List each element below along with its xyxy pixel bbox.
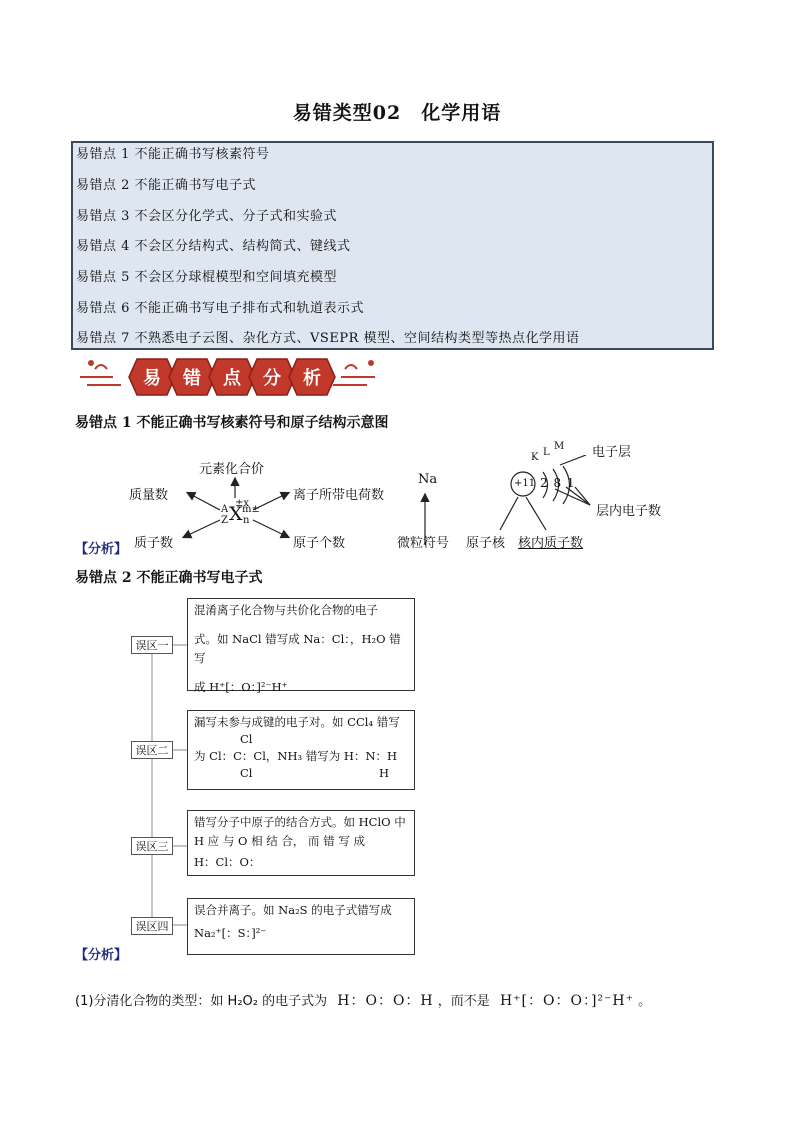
toc-item-1: 易错点 1 不能正确书写核素符号 [76,147,270,162]
banner-char-4: 分 [263,368,281,389]
zone-3: 误区三 [131,837,173,855]
bottom-explanation [75,990,651,1010]
box2-bottom: Cl [240,766,253,780]
label-mass-number: 质量数 [129,488,169,503]
label-nucleus: 原子核 [466,536,506,551]
label-ion-charge: 离子所带电荷数 [293,488,385,503]
error-points-list [71,141,714,350]
toc-item-2: 易错点 2 不能正确书写电子式 [76,178,257,193]
box4-line2: Na₂⁺[：S：]²⁻ [194,926,267,940]
banner-char-1: 易 [143,368,161,389]
bottom-mid: ，而不是 [437,994,490,1009]
box1-line1: 混淆离子化合物与共价化合物的电子 [194,603,378,617]
label-nuclear-protons: 核内质子数 [518,536,584,551]
mistake-box-2 [187,710,415,790]
zone-4: 误区四 [131,917,173,935]
box2-line1: 漏写未参与成键的电子对。如 CCl₄ 错写 [194,715,400,729]
mistake-box-1 [187,598,415,694]
box1-line3: 成 H⁺[：O：]²⁻H⁺ [194,680,288,694]
shell-m: M [554,441,565,452]
label-electron-shell: 电子层 [592,445,632,460]
element-symbol: X [229,503,243,525]
mistake-box-4 [187,898,415,955]
mistake-box-3 [187,810,415,876]
nuclide-symbol [218,500,262,530]
banner-right-ornament [333,361,375,385]
label-atom-count: 原子个数 [293,536,346,551]
box3-line3: H：Cl：O： [194,855,261,869]
h2o2-wrong-formula: H⁺[：O：O：]²⁻H⁺ [499,993,635,1009]
label-particle-symbol: 微粒符号 [397,536,450,551]
na-symbol: Na [418,472,438,487]
section-2-heading: 易错点 2 不能正确书写电子式 [75,570,263,586]
section-1-heading: 易错点 1 不能正确书写核素符号和原子结构示意图 [75,415,389,431]
analysis-banner [75,355,385,403]
label-valence: 元素化合价 [199,462,265,477]
proton-number-sub: Z [221,515,228,526]
section-2-fenxi: 【分析】 [75,948,128,963]
valence-sign: ±x [235,498,250,509]
shell-l: L [543,447,550,458]
zone-1: 误区一 [131,636,173,654]
label-layer-electrons: 层内电子数 [596,504,662,519]
box3-line2: H 应 与 O 相 结 合， 而 错 写 成 [194,834,366,848]
page-title: 易错类型02 化学用语 [292,102,502,124]
box2-bottom-h: H [379,766,390,780]
toc-item-5: 易错点 5 不会区分球棍模型和空间填充模型 [76,270,338,285]
h2o2-correct-formula: H：O：O：H [337,993,434,1009]
toc-item-6: 易错点 6 不能正确书写电子排布式和轨道表示式 [76,301,365,316]
zone-2: 误区二 [131,741,173,759]
banner-char-2: 错 [183,368,201,389]
box2-top: Cl [240,732,253,746]
box4-line1: 误合并离子。如 Na₂S 的电子式错写成 [194,903,392,917]
banner-char-5: 析 [303,368,321,389]
box2-line2: 为 Cl：C：Cl，NH₃ 错写为 H：N：H [194,749,398,763]
mass-number-sup: A [221,504,229,515]
electron-counts: 2 8 1 [540,476,576,490]
charge-sup: m± [242,504,260,515]
toc-item-4: 易错点 4 不会区分结构式、结构简式、键线式 [76,239,351,254]
banner-char-3: 点 [223,368,241,389]
box1-line2: 式。如 NaCl 错写成 Na：Cl：，H₂O 错写 [194,632,401,665]
banner-left-ornament [80,361,121,385]
shell-k: K [531,452,539,463]
bottom-text: (1)分清化合物的类型：如 H₂O₂ 的电子式为 [75,994,328,1009]
section-1-fenxi: 【分析】 [75,542,128,557]
toc-item-3: 易错点 3 不会区分化学式、分子式和实验式 [76,209,338,224]
nucleus-charge: +11 [514,478,536,489]
box3-line1: 错写分子中原子的结合方式。如 HClO 中 [194,815,406,829]
atom-count-sub: n [243,515,250,526]
toc-item-7: 易错点 7 不熟悉电子云图、杂化方式、VSEPR 模型、空间结构类型等热点化学用语 [76,331,580,346]
label-proton-number: 质子数 [134,536,174,551]
bottom-end: 。 [638,994,652,1009]
